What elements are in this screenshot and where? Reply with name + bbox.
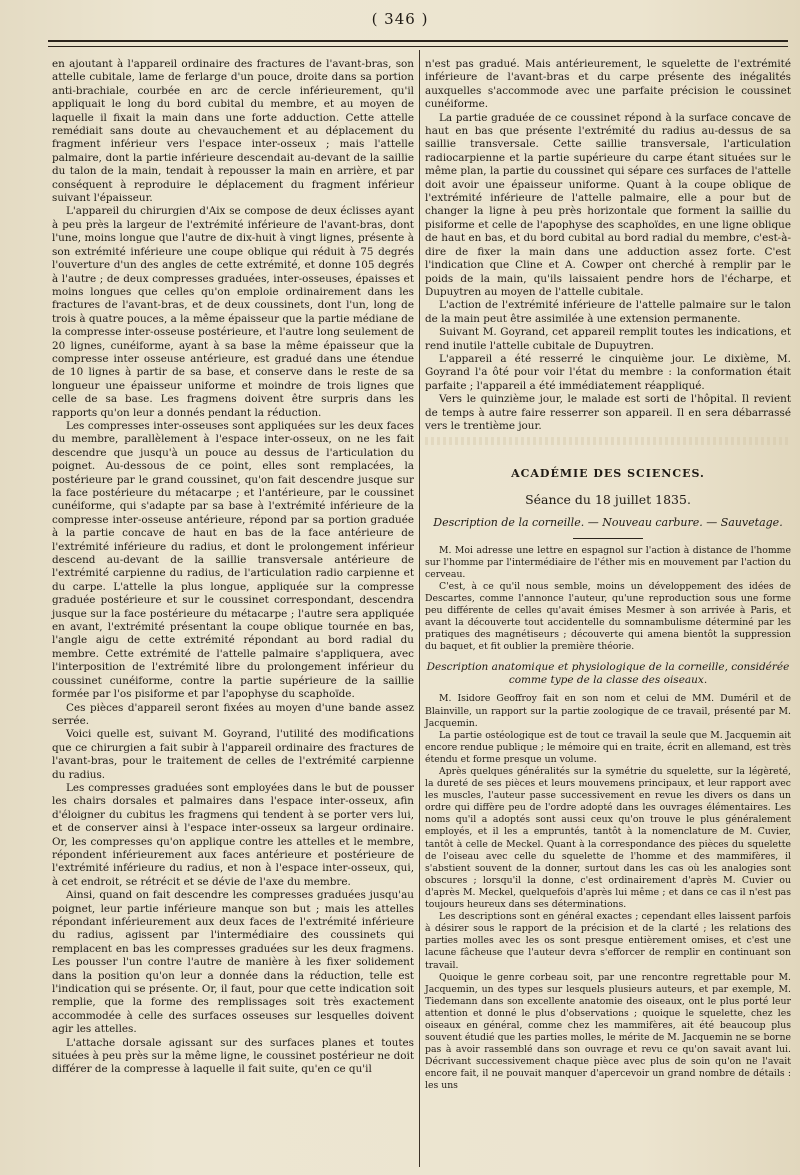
short-rule	[573, 538, 643, 539]
right-column	[425, 58, 791, 1093]
paragraph: L'appareil a été resserré le cinquième jour. Le dixième, M. Goyrand l'a ôté pour voir l'état du membre : la conformation était parfaite ; l'appareil a été immédiatement réappliqué.	[425, 352, 791, 392]
paragraph: M. Isidore Geoffroy fait en son nom et celui de MM. Duméril et de Blainville, un rapport sur la partie zoologique de ce travail, présenté par M. Jacquemin.	[425, 693, 791, 729]
paragraph: Suivant M. Goyrand, cet appareil remplit toutes les indications, et rend inutile l'attelle cubitale de Dupuytren.	[425, 326, 791, 352]
bleed-through-stripe	[425, 437, 791, 445]
article-subtitle: Description anatomique et physiologique de la corneille, considérée comme type de la classe des oiseaux.	[426, 661, 790, 687]
paragraph: L'attache dorsale agissant sur des surfaces planes et toutes situées à peu près sur la même ligne, le coussinet postérieur ne doit différer de la compresse à laquelle il fait suite, qu'en ce qu'il	[52, 1036, 414, 1076]
paragraph: Ainsi, quand on fait descendre les compresses graduées jusqu'au poignet, leur partie inférieure manque son but ; mais les attelles répondant inférieurement aux deux faces de l'extrémité inférieure du radius, agissent par l'intermédiaire des coussinets qui remplacent en bas les compresses graduées sur les deux fragmens. Les pousser l'un contre l'autre de manière à les fixer solidement dans la position qu'on leur a donnée dans la réduction, telle est l'indication qui se présente. Or, il faut, pour que cette indication soit remplie, que la forme des remplissages soit très exactement accommodée à celle des surfaces osseuses sur lesquelles doivent agir les attelles.	[52, 889, 414, 1036]
paragraph: M. Moi adresse une lettre en espagnol sur l'action à distance de l'homme sur l'homme par l'intermédiaire de l'éther mis en mouvement par l'action du cerveau.	[425, 544, 791, 580]
section-title: ACADÉMIE DES SCIENCES.	[511, 467, 705, 481]
paragraph: Voici quelle est, suivant M. Goyrand, l'utilité des modifications que ce chirurgien a fait subir à l'appareil ordinaire des fractures de l'avant-bras, pour le traitement de celles de l'extrémité carpienne du radius.	[52, 728, 414, 781]
column-divider	[419, 50, 420, 1167]
paragraph: La partie graduée de ce coussinet répond à la surface concave de haut en bas que présente l'extrémité du radius au-dessus de sa saillie transversale. Cette saillie transversale, l'articulation radiocarpienne et la partie supérieure du carpe étant situées sur le même plan, la partie du coussinet qui sépare ces surfaces de l'attelle doit avoir une épaisseur uniforme. Quant à la coupe oblique de l'extrémité inférieure de l'attelle palmaire, elle a pour but de changer la ligne à peu près horizontale que forment la saillie du pisiforme et celle de l'apophyse des scaphoïdes, en une ligne oblique de haut en bas, et du bord cubital au bord radial du membre, c'est-à-dire de fixer la main dans une adduction assez forte. C'est l'indication que Cline et A. Cowper ont cherché à remplir par le poids de la main, qu'ils laissaient pendre hors de l'écharpe, et Dupuytren au moyen de l'attelle cubitale.	[425, 111, 791, 298]
header-rule	[48, 40, 788, 47]
paragraph: Vers le quinzième jour, le malade est sorti de l'hôpital. Il revient de temps à autre faire resserrer son appareil. Il en sera débarrassé vers le trentième jour.	[425, 393, 791, 432]
paragraph: n'est pas gradué. Mais antérieurement, le squelette de l'extrémité inférieure de l'avant-bras et du carpe présente des inégalités auxquelles s'accommode avec une parfaite précision le coussinet cunéiforme.	[425, 58, 791, 111]
paragraph: C'est, à ce qu'il nous semble, moins un développement des idées de Descartes, comme l'annonce l'auteur, qu'une reproduction sous une forme peu différente de celles qu'avait émises Mesmer à son arrivée à Paris, et avant la découverte tout accidentelle du somnambulisme déterminé par les pratiques des magnétiseurs ; découverte qui amena bientôt la suppression du baquet, et fit oublier la première théorie.	[425, 580, 791, 653]
paragraph: L'appareil du chirurgien d'Aix se compose de deux éclisses ayant à peu près la largeur de l'extrémité inférieure de l'avant-bras, dont l'une, moins longue que l'autre de dix-huit à vingt lignes, présente à son extrémité inférieure une coupe oblique qui réduit à 75 degrés l'ouverture d'un des angles de cette extrémité, et donne 105 degrés à l'autre ; de deux compresses graduées, inter-osseuses, épaisses et moins longues que celles qu'on emploie ordinairement dans les fractures de l'avant-bras, et de deux coussinets, dont l'un, long de trois à quatre pouces, a la même épaisseur que la partie médiane de la compresse inter-osseuse postérieure, et l'autre long seulement de 20 lignes, cunéiforme, ayant à sa base la même épaisseur que la compresse inter osseuse antérieure, est gradué dans une étendue de 10 lignes à partir de sa base, et conserve dans le reste de sa longueur une épaisseur uniforme et moindre de trois lignes que celle de sa base. Les fragmens doivent être surpris dans les rapports qu'on leur a donnés pendant la réduction.	[52, 205, 414, 419]
left-column	[52, 58, 414, 1077]
academy-body	[425, 545, 791, 1093]
paragraph: Les compresses inter-osseuses sont appliquées sur les deux faces du membre, parallèlement à l'espace inter-osseux, on ne les fait descendre que jusqu'à un pouce au dessus de l'articulation du poignet. Au-dessous de ce point, elles sont remplacées, la postérieure par le grand coussinet, qu'on fait descendre jusque sur la face postérieure du métacarpe ; et l'antérieure, par le coussinet cunéiforme, qui s'adapte par sa base à l'extrémité inférieure de la compresse inter-osseuse antérieure, répond par sa portion graduée à la partie concave de haut en bas de la face antérieure de l'extrémité inférieure du radius, et dont le prolongement inférieur descend au-devant de la saillie transversale antérieure de l'extrémité carpienne du radius, de l'articulation radio carpienne et du carpe. L'attelle la plus longue, appliquée sur la compresse graduée postérieure et sur le coussinet correspondant, descendra jusque sur la face postérieure du métacarpe ; l'autre sera appliquée en avant, l'extrémité présentant la coupe oblique tournée en bas, l'angle aigu de cette extrémité répondant au bord radial du membre. Cette extrémité de l'attelle palmaire s'appliquera, avec l'interposition de l'extrémité libre du prolongement inférieur du coussinet cunéiforme, contre la partie supérieure de la saillie formée par l'os pisiforme et par l'apophyse du scaphoïde.	[52, 419, 414, 701]
paragraph: Après quelques généralités sur la symétrie du squelette, sur la légèreté, la dureté de ses pièces et leurs mouvemens principaux, et leur rapport avec les muscles, l'auteur passe successivement en revue les divers os dans un ordre qui diffère peu de l'ordre adopté dans les ouvrages élémentaires. Les noms qu'il a adoptés sont aussi ceux qu'on trouve le plus généralement employés, et il les a empruntés, tantôt à la nomenclature de M. Cuvier, tantôt à celle de Meckel. Quant à la correspondance des pièces du squelette de l'oiseau avec celle du squelette de l'homme et des mammifères, il s'abstient souvent de la donner, surtout dans les cas où les analogies sont obscures ; lorsqu'il la donne, c'est ordinairement d'après M. Cuvier ou d'après M. Meckel, quelquefois d'après lui même ; et dans ce cas il n'est pas toujours heureux dans ses déterminations.	[425, 766, 791, 911]
paragraph: Les compresses graduées sont employées dans le but de pousser les chairs dorsales et palmaires dans l'espace inter-osseux, afin d'éloigner du cubitus les fragmens qui tendent à se porter vers lui, et de conserver ainsi à l'espace inter-osseux sa largeur ordinaire. Or, les compresses qu'on applique contre les attelles et le membre, répondent inférieurement aux faces antérieure et postérieure de l'extrémité inférieure du radius, et non à l'espace inter-osseux, qui, à cet endroit, se rétrécit et se dévie de l'axe du membre.	[52, 781, 414, 888]
paragraph: Les descriptions sont en général exactes ; cependant elles laissent parfois à désirer sous le rapport de la précision et de la clarté ; les relations des parties molles avec les os sont presque entièrement omises, et c'est une lacune fâcheuse que l'auteur devra s'efforcer de remplir en continuant son travail.	[425, 911, 791, 971]
page-number: ( 346 )	[371, 10, 429, 28]
paragraph: Ces pièces d'appareil seront fixées au moyen d'une bande assez serrée.	[52, 701, 414, 727]
paragraph: Quoique le genre corbeau soit, par une rencontre regrettable pour M. Jacquemin, un des types sur lesquels plusieurs auteurs, et par exemple, M. Tiedemann dans son excellente anatomie des oiseaux, ont le plus porté leur attention et donné le plus d'observations ; quoique le squelette, chez les oiseaux en général, comme chez les mammifères, ait été beaucoup plus souvent étudié que les parties molles, le mérite de M. Jacquemin ne se borne pas à avoir rassemblé dans son ouvrage et revu ce qu'on savait avant lui. Décrivant successivement chaque pièce avec plus de soin qu'on ne l'avait encore fait, il ne pouvait manquer d'apercevoir un grand nombre de détails : les uns	[425, 971, 791, 1092]
paragraph: L'action de l'extrémité inférieure de l'attelle palmaire sur le talon de la main peut être assimilée à une extension permanente.	[425, 299, 791, 325]
paragraph: en ajoutant à l'appareil ordinaire des fractures de l'avant-bras, son attelle cubitale, lame de ferlarge d'un pouce, droite dans sa portion anti-brachiale, courbée en arc de cercle inférieurement, qu'il appliquait le long du bord cubital du membre, et au moyen de laquelle il fixait la main dans une forte adduction. Cette attelle remédiait sans doute au chevauchement et au déplacement du fragment inférieur vers l'espace inter-osseux ; mais l'attelle palmaire, dont la partie inférieure descendait au-devant de la saillie du talon de la main, tendait à repousser la main en arrière, et par conséquent à reproduire le déplacement du fragment inférieur suivant l'épaisseur.	[52, 58, 414, 205]
session-date: Séance du 18 juillet 1835.	[525, 491, 691, 507]
paragraph: La partie ostéologique est de tout ce travail la seule que M. Jacquemin ait encore rendue publique ; le mémoire qui en traite, écrit en allemand, est très étendu et forme presque un volume.	[425, 729, 791, 765]
session-topics: Description de la corneille. — Nouveau carbure. — Sauvetage.	[433, 516, 783, 530]
